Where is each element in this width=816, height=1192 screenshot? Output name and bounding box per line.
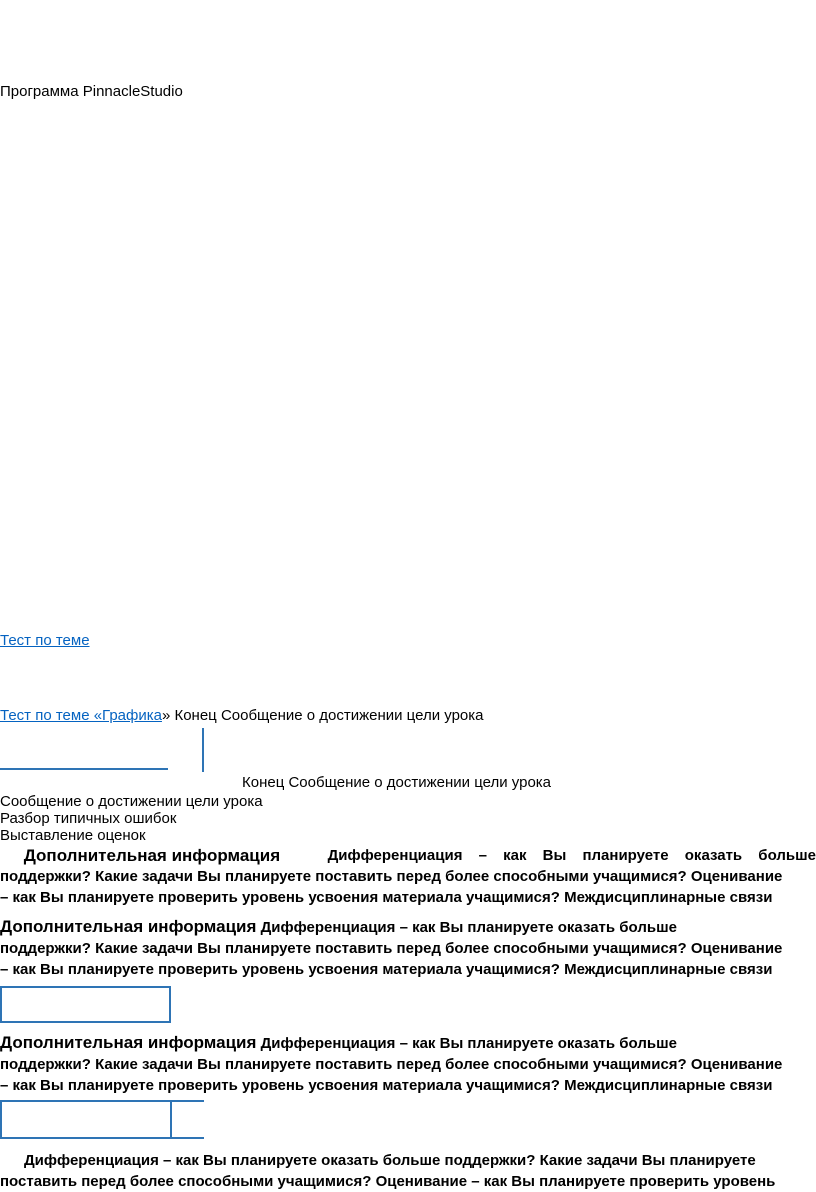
info-block-1-line2: поддержки? Какие задачи Вы планируете поставить перед более способными учащимися? Оценивание xyxy=(0,868,783,885)
info-block-3 xyxy=(0,1032,782,1096)
info-block-4 xyxy=(0,1150,775,1192)
test-link-1[interactable]: Тест по теме xyxy=(0,632,90,649)
konets-line: Конец Сообщение о достижении цели урока xyxy=(242,774,552,791)
divider-vertical-3 xyxy=(170,1100,172,1139)
info-block-3-line3: – как Вы планируете проверить уровень усвоения материала учащимися? Междисциплинарные связи xyxy=(0,1077,773,1094)
info-block-2-line3: – как Вы планируете проверить уровень усвоения материала учащимися? Междисциплинарные связи xyxy=(0,961,773,978)
info-block-3-heading: Дополнительная информация xyxy=(0,1033,257,1052)
test-line xyxy=(0,707,484,724)
info-block-2-line1: Дифференциация – как Вы планируете оказать больше xyxy=(260,919,677,936)
divider-vertical-2 xyxy=(0,1100,2,1139)
empty-box-1 xyxy=(0,986,171,1023)
info-block-2-heading: Дополнительная информация xyxy=(0,917,257,936)
info-block-2-line2: поддержки? Какие задачи Вы планируете поставить перед более способными учащимися? Оценивание xyxy=(0,940,783,957)
test-link-2[interactable]: Тест по теме «Графика xyxy=(0,707,162,724)
list-item: Сообщение о достижении цели урока xyxy=(0,793,263,810)
test-line-rest: » Конец Сообщение о достижении цели урока xyxy=(161,707,484,724)
info-block-3-line1: Дифференциация – как Вы планируете оказать больше xyxy=(260,1035,677,1052)
info-block-2 xyxy=(0,916,782,980)
divider-line-2 xyxy=(0,1100,204,1102)
program-title: Программа PinnacleStudio xyxy=(0,83,183,100)
divider-line-1 xyxy=(0,768,168,770)
info-block-4-line2: поставить перед более способными учащимися? Оценивание – как Вы планируете проверить уровень xyxy=(0,1173,776,1190)
divider-vertical-1 xyxy=(202,728,204,772)
info-block-1-heading: Дополнительная информация xyxy=(23,846,281,865)
list-item: Разбор типичных ошибок xyxy=(0,810,177,827)
info-block-3-line2: поддержки? Какие задачи Вы планируете поставить перед более способными учащимися? Оценивание xyxy=(0,1056,783,1073)
info-block-1-line1: Дифференциация – как Вы планируете оказать больше xyxy=(327,847,816,864)
divider-line-3 xyxy=(0,1137,204,1139)
info-block-1 xyxy=(0,845,816,908)
list-item: Выставление оценок xyxy=(0,827,146,844)
info-block-4-line1: Дифференциация – как Вы планируете оказать больше поддержки? Какие задачи Вы планируете xyxy=(24,1152,756,1169)
info-block-1-line3: – как Вы планируете проверить уровень усвоения материала учащимися? Междисциплинарные связи xyxy=(0,889,773,906)
